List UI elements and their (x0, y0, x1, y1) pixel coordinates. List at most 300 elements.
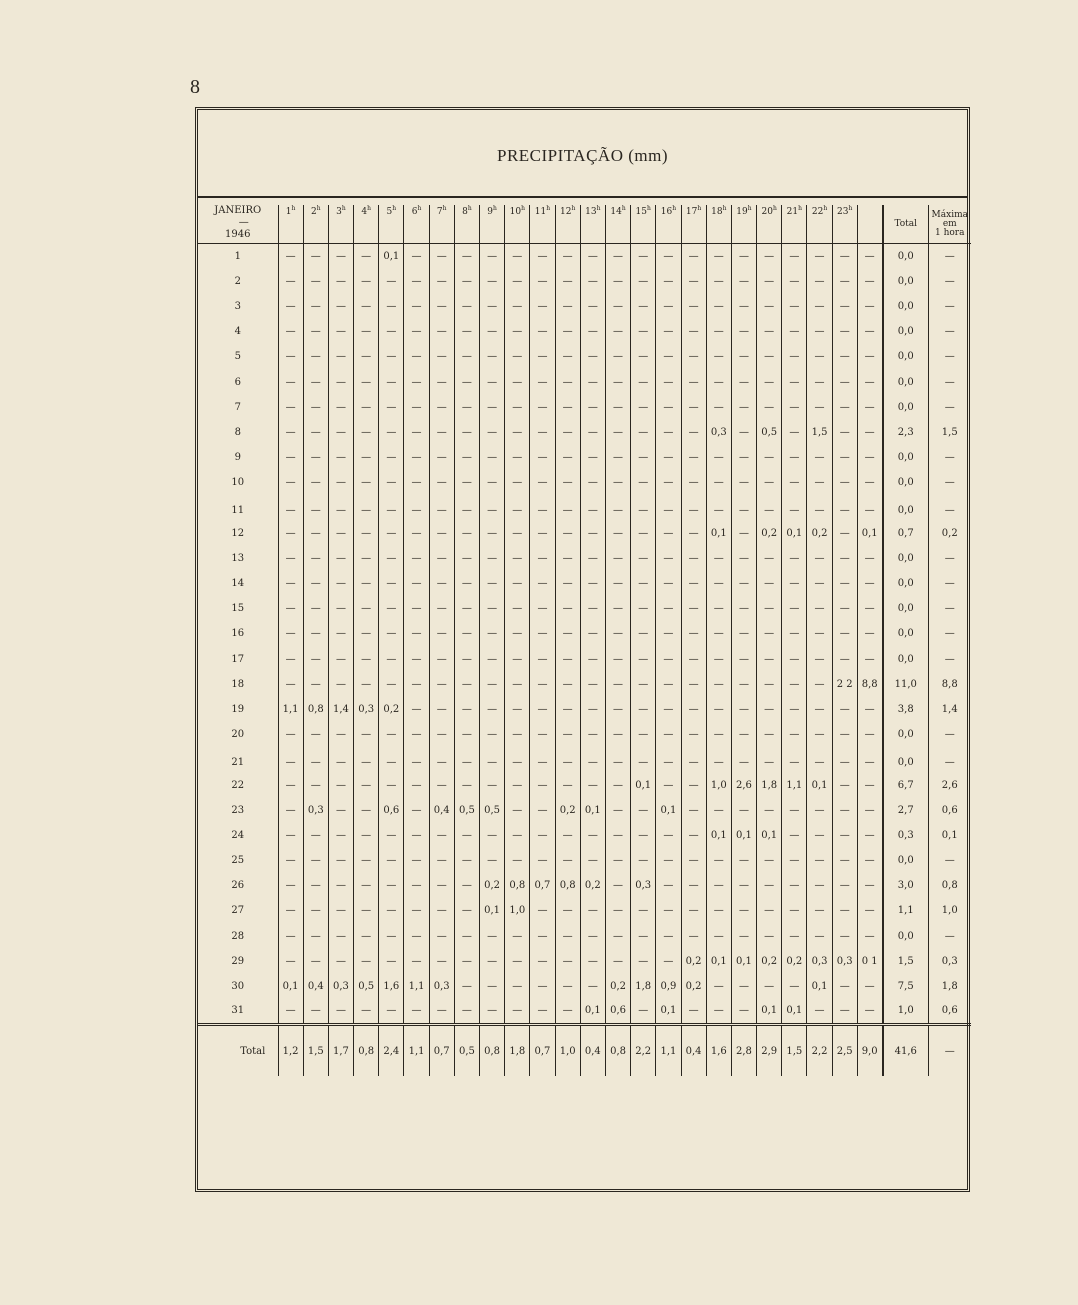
hour-value-cell: — (354, 369, 379, 394)
hour-value-cell: — (706, 647, 731, 672)
hour-value-cell: — (454, 420, 479, 445)
hour-value-cell: — (480, 445, 505, 470)
hour-value-cell: — (303, 772, 328, 797)
hour-value-cell: — (354, 949, 379, 974)
hour-header: 17$^h$ (681, 205, 706, 244)
day-cell: 6 (234, 376, 241, 388)
hour-value-cell: — (303, 420, 328, 445)
hour-value-cell: — (656, 344, 681, 369)
hour-value-cell: — (454, 747, 479, 772)
hour-value-cell: — (328, 521, 353, 546)
hour-value-cell: — (832, 772, 857, 797)
hour-value-cell: — (782, 621, 807, 646)
hour-value-cell: — (505, 244, 530, 269)
hour-value-cell: — (681, 521, 706, 546)
table-row (198, 621, 971, 646)
table-row (198, 521, 971, 546)
hour-value-cell: — (731, 571, 756, 596)
hour-value-cell: — (757, 470, 782, 495)
hour-value-cell: — (328, 949, 353, 974)
hour-value-cell: — (429, 722, 454, 747)
hour-value-cell: 1,8 (757, 772, 782, 797)
hour-value-cell: — (605, 621, 630, 646)
hour-value-cell: 0,5 (480, 798, 505, 823)
hour-value-cell: — (328, 395, 353, 420)
hour-value-cell: — (480, 924, 505, 949)
hour-value-cell: — (379, 848, 404, 873)
hour-value-cell: — (328, 747, 353, 772)
hour-value-cell: — (278, 823, 303, 848)
hour-value-cell: — (605, 823, 630, 848)
hour-value-cell: — (681, 999, 706, 1024)
hour-value-cell: — (832, 571, 857, 596)
hour-value-cell: — (832, 445, 857, 470)
hour-value-cell: — (681, 672, 706, 697)
hour-value-cell: — (731, 546, 756, 571)
hour-value-cell: — (857, 621, 882, 646)
hour-value-cell: — (631, 848, 656, 873)
hour-value-cell: — (379, 470, 404, 495)
hour-value-cell: — (505, 521, 530, 546)
hour-value-cell: — (505, 470, 530, 495)
day-total-cell: 2,7 (883, 798, 929, 823)
hour-value-cell: — (782, 898, 807, 923)
hour-value-cell: 1,8 (631, 974, 656, 999)
hour-value-cell: — (857, 823, 882, 848)
hour-value-cell: — (278, 873, 303, 898)
hour-value-cell: — (278, 470, 303, 495)
hour-value-cell: — (404, 571, 429, 596)
hour-value-cell: — (379, 319, 404, 344)
hour-value-cell: — (303, 521, 328, 546)
hour-value-cell: — (782, 672, 807, 697)
hour-value-cell: — (832, 495, 857, 520)
hour-value-cell: — (605, 848, 630, 873)
hour-value-cell: — (782, 294, 807, 319)
hour-value-cell: — (555, 344, 580, 369)
hour-value-cell: — (379, 445, 404, 470)
hour-value-cell: — (278, 596, 303, 621)
hour-value-cell: — (278, 420, 303, 445)
hour-value-cell: — (379, 999, 404, 1024)
hour-value-cell: — (429, 898, 454, 923)
hour-value-cell: — (807, 596, 832, 621)
hour-value-cell: — (278, 445, 303, 470)
hour-value-cell: — (605, 269, 630, 294)
hour-value-cell: — (832, 319, 857, 344)
hour-value-cell: — (782, 470, 807, 495)
hour-value-cell: — (505, 596, 530, 621)
hour-value-cell: — (379, 772, 404, 797)
hour-value-cell: — (555, 470, 580, 495)
table-row (198, 747, 971, 772)
hour-value-cell: — (505, 621, 530, 646)
hour-value-cell: — (580, 294, 605, 319)
day-max-cell: — (929, 319, 971, 344)
hour-value-cell: — (480, 495, 505, 520)
table-row (198, 244, 971, 269)
hour-value-cell: — (303, 621, 328, 646)
hour-value-cell: — (631, 395, 656, 420)
hour-value-cell: — (530, 420, 555, 445)
table-frame (195, 107, 970, 1192)
hour-value-cell: 0,5 (757, 420, 782, 445)
hour-value-cell: — (857, 470, 882, 495)
hour-value-cell: — (303, 999, 328, 1024)
hour-value-cell: — (731, 798, 756, 823)
hour-value-cell: — (731, 521, 756, 546)
day-max-cell: 0,3 (929, 949, 971, 974)
day-cell: 23 (231, 804, 245, 816)
hour-header: 21$^h$ (782, 205, 807, 244)
day-max-cell: 0,1 (929, 823, 971, 848)
hour-value-cell: — (530, 999, 555, 1024)
hour-value-cell: — (681, 294, 706, 319)
hour-value-cell: — (379, 294, 404, 319)
hour-value-cell: — (757, 647, 782, 672)
hour-value-cell: — (757, 974, 782, 999)
day-max-cell: — (929, 344, 971, 369)
hour-value-cell: — (454, 369, 479, 394)
hour-value-cell: — (429, 621, 454, 646)
hour-header: 19$^h$ (731, 205, 756, 244)
hour-value-cell: — (303, 495, 328, 520)
hour-value-cell: — (782, 319, 807, 344)
total-row (198, 1024, 971, 1076)
hour-value-cell: — (757, 546, 782, 571)
hour-value-cell: — (807, 344, 832, 369)
hour-value-cell: — (278, 848, 303, 873)
hour-value-cell: — (782, 395, 807, 420)
hour-value-cell: — (605, 344, 630, 369)
hour-value-cell: — (681, 647, 706, 672)
hour-value-cell: — (404, 672, 429, 697)
hour-value-cell: — (631, 596, 656, 621)
hour-suffix: h (417, 205, 422, 212)
day-max-cell: — (929, 470, 971, 495)
day-cell: 27 (231, 905, 245, 917)
day-cell: 12 (231, 527, 245, 539)
day-cell: 2 (234, 275, 241, 287)
hour-value-cell: — (480, 369, 505, 394)
hour-value-cell: — (530, 470, 555, 495)
hour-value-cell: — (328, 244, 353, 269)
hour-value-cell: — (857, 319, 882, 344)
hour-value-cell: — (580, 445, 605, 470)
table-row (198, 898, 971, 923)
day-total-cell: 0,0 (883, 546, 929, 571)
hour-value-cell: — (303, 924, 328, 949)
hour-value-cell: — (505, 722, 530, 747)
hour-value-cell: — (303, 722, 328, 747)
day-max-cell: 0,6 (929, 999, 971, 1024)
day-max-cell: — (929, 571, 971, 596)
hour-value-cell: — (454, 395, 479, 420)
hour-value-cell: — (681, 244, 706, 269)
hour-value-cell: — (530, 269, 555, 294)
hour-value-cell: 0,1 (656, 798, 681, 823)
hour-value-cell: — (404, 369, 429, 394)
hour-value-cell: — (303, 319, 328, 344)
hour-value-cell: — (580, 848, 605, 873)
hour-value-cell: — (555, 495, 580, 520)
hour-value-cell: — (454, 772, 479, 797)
hour-value-cell: — (379, 898, 404, 923)
hour-value-cell: — (807, 571, 832, 596)
day-total-cell: 0,0 (883, 369, 929, 394)
hour-value-cell: — (505, 798, 530, 823)
hour-value-cell: — (354, 924, 379, 949)
hour-suffix: h (316, 205, 321, 212)
day-total-cell: 0,0 (883, 269, 929, 294)
hour-value-cell: — (555, 521, 580, 546)
day-total-cell: 0,3 (883, 823, 929, 848)
hour-value-cell: — (404, 999, 429, 1024)
hour-value-cell: — (757, 344, 782, 369)
day-cell: 15 (231, 603, 245, 615)
hour-value-cell: 0,1 (480, 898, 505, 923)
hour-value-cell: — (832, 898, 857, 923)
hour-total-cell: 0,7 (429, 1024, 454, 1076)
day-max-cell: — (929, 924, 971, 949)
hour-value-cell: — (706, 747, 731, 772)
hour-value-cell: — (706, 495, 731, 520)
hour-value-cell: — (530, 974, 555, 999)
hour-total-cell: 2,2 (807, 1024, 832, 1076)
hour-value-cell: — (429, 521, 454, 546)
precipitation-table (198, 205, 971, 1076)
hour-suffix: h (442, 205, 447, 212)
day-cell: 22 (231, 779, 245, 791)
hour-value-cell: — (731, 722, 756, 747)
hour-value-cell: — (757, 697, 782, 722)
hour-value-cell: — (379, 344, 404, 369)
day-cell: 14 (231, 578, 245, 590)
day-total-cell: 7,5 (883, 974, 929, 999)
hour-value-cell: — (530, 772, 555, 797)
hour-value-cell: — (605, 898, 630, 923)
hour-value-cell: — (832, 294, 857, 319)
hour-suffix: h (697, 205, 702, 212)
table-row (198, 672, 971, 697)
hour-value-cell: — (580, 924, 605, 949)
hour-value-cell: 0,1 (580, 999, 605, 1024)
hour-value-cell: — (681, 369, 706, 394)
hour-value-cell: — (782, 823, 807, 848)
hour-value-cell: — (631, 546, 656, 571)
hour-value-cell: — (480, 697, 505, 722)
day-total-cell: 0,0 (883, 445, 929, 470)
hour-value-cell: — (757, 848, 782, 873)
day-cell: 31 (231, 1005, 245, 1017)
hour-value-cell: — (857, 999, 882, 1024)
hour-header: 13$^h$ (580, 205, 605, 244)
hour-value-cell: — (429, 294, 454, 319)
hour-value-cell: — (555, 395, 580, 420)
hour-value-cell: — (454, 621, 479, 646)
hour-value-cell: — (429, 319, 454, 344)
hour-value-cell: — (857, 747, 882, 772)
hour-value-cell: — (505, 395, 530, 420)
hour-value-cell: — (530, 898, 555, 923)
hour-value-cell: — (429, 924, 454, 949)
hour-value-cell: — (454, 470, 479, 495)
hour-value-cell: — (757, 369, 782, 394)
hour-value-cell: — (580, 244, 605, 269)
hour-value-cell: — (857, 269, 882, 294)
hour-value-cell: — (480, 949, 505, 974)
hour-value-cell: 2 2 (832, 672, 857, 697)
day-total-cell: 3,8 (883, 697, 929, 722)
hour-value-cell: 0,5 (354, 974, 379, 999)
day-cell: 19 (231, 703, 245, 715)
hour-value-cell: — (832, 269, 857, 294)
hour-value-cell: — (631, 244, 656, 269)
hour-value-cell: — (555, 898, 580, 923)
hour-suffix: h (521, 205, 525, 212)
hour-value-cell: — (857, 445, 882, 470)
hour-value-cell: — (631, 470, 656, 495)
hour-value-cell: — (832, 924, 857, 949)
hour-value-cell: — (681, 621, 706, 646)
table-row (198, 848, 971, 873)
hour-value-cell: — (656, 772, 681, 797)
hour-value-cell: — (454, 495, 479, 520)
hour-value-cell: — (807, 621, 832, 646)
hour-value-cell: — (757, 294, 782, 319)
hour-value-cell: — (454, 521, 479, 546)
hour-total-cell: 1,8 (505, 1024, 530, 1076)
hour-value-cell: — (354, 873, 379, 898)
hour-header: 6$^h$ (404, 205, 429, 244)
hour-total-cell: 0,8 (354, 1024, 379, 1076)
hour-value-cell: — (454, 546, 479, 571)
hour-value-cell: 1,4 (328, 697, 353, 722)
day-max-cell: 2,6 (929, 772, 971, 797)
max-header-line: Máxima (931, 209, 968, 220)
day-cell: 1 (234, 250, 241, 262)
hour-value-cell: — (530, 848, 555, 873)
hour-value-cell: — (706, 898, 731, 923)
hour-value-cell: — (757, 395, 782, 420)
day-max-cell: — (929, 747, 971, 772)
hour-header: 16$^h$ (656, 205, 681, 244)
hour-value-cell: — (857, 495, 882, 520)
hour-value-cell: — (454, 697, 479, 722)
hour-value-cell: — (328, 848, 353, 873)
hour-value-cell: — (454, 999, 479, 1024)
hour-header: 15$^h$ (631, 205, 656, 244)
hour-value-cell: — (706, 294, 731, 319)
hour-value-cell: — (731, 924, 756, 949)
hour-value-cell: — (303, 747, 328, 772)
title-divider (198, 196, 967, 198)
day-cell: 17 (231, 653, 245, 665)
hour-value-cell: — (706, 697, 731, 722)
hour-value-cell: — (354, 420, 379, 445)
hour-value-cell: — (354, 596, 379, 621)
table-row (198, 344, 971, 369)
hour-value-cell: — (354, 823, 379, 848)
hour-value-cell: — (731, 294, 756, 319)
hour-total-cell: 1,6 (706, 1024, 731, 1076)
hour-value-cell: — (757, 269, 782, 294)
day-max-cell: 1,0 (929, 898, 971, 923)
hour-value-cell: — (404, 924, 429, 949)
hour-value-cell: — (328, 344, 353, 369)
day-max-cell: — (929, 244, 971, 269)
day-total-cell: 0,0 (883, 495, 929, 520)
hour-value-cell: — (454, 571, 479, 596)
hour-value-cell: — (404, 621, 429, 646)
hour-value-cell: — (580, 722, 605, 747)
hour-value-cell: — (278, 999, 303, 1024)
hour-value-cell: — (530, 596, 555, 621)
hour-value-cell: 0,3 (706, 420, 731, 445)
day-total-cell: 0,0 (883, 294, 929, 319)
table-row (198, 999, 971, 1024)
day-cell: 10 (231, 477, 245, 489)
hour-value-cell: — (580, 898, 605, 923)
hour-value-cell: — (832, 798, 857, 823)
hour-value-cell: 0,2 (681, 949, 706, 974)
hour-value-cell: — (681, 344, 706, 369)
hour-value-cell: — (631, 672, 656, 697)
hour-value-cell: — (429, 672, 454, 697)
hour-value-cell: — (354, 294, 379, 319)
day-max-cell: — (929, 294, 971, 319)
hour-value-cell: — (328, 596, 353, 621)
hour-total-cell: 2,2 (631, 1024, 656, 1076)
hour-value-cell: — (454, 294, 479, 319)
hour-value-cell: — (278, 294, 303, 319)
hour-value-cell: — (278, 395, 303, 420)
hour-suffix: h (747, 205, 752, 212)
hour-value-cell: — (706, 470, 731, 495)
hour-value-cell: — (681, 924, 706, 949)
hour-value-cell: — (656, 672, 681, 697)
hour-value-cell: 0,7 (530, 873, 555, 898)
hour-value-cell: — (656, 319, 681, 344)
hour-total-cell: 0,4 (681, 1024, 706, 1076)
day-cell: 18 (231, 678, 245, 690)
hour-value-cell: — (278, 571, 303, 596)
hour-value-cell: — (681, 395, 706, 420)
hour-value-cell: — (505, 369, 530, 394)
hour-value-cell: 1,1 (278, 697, 303, 722)
hour-value-cell: — (303, 294, 328, 319)
hour-value-cell: — (454, 949, 479, 974)
table-row (198, 722, 971, 747)
hour-value-cell: — (328, 319, 353, 344)
hour-value-cell: — (303, 269, 328, 294)
hour-value-cell: — (580, 949, 605, 974)
hour-value-cell: 0,1 (580, 798, 605, 823)
hour-value-cell: — (555, 571, 580, 596)
hour-value-cell: — (454, 848, 479, 873)
hour-value-cell: — (530, 319, 555, 344)
table-row (198, 596, 971, 621)
hour-value-cell: — (278, 546, 303, 571)
hour-value-cell: — (857, 848, 882, 873)
hour-value-cell: — (757, 445, 782, 470)
table-title: PRECIPITAÇÃO (mm) (496, 146, 668, 165)
hour-total-cell: 2,9 (757, 1024, 782, 1076)
hour-value-cell: 0,2 (605, 974, 630, 999)
hour-value-cell: — (731, 395, 756, 420)
hour-value-cell: — (605, 949, 630, 974)
day-total-cell: 3,0 (883, 873, 929, 898)
